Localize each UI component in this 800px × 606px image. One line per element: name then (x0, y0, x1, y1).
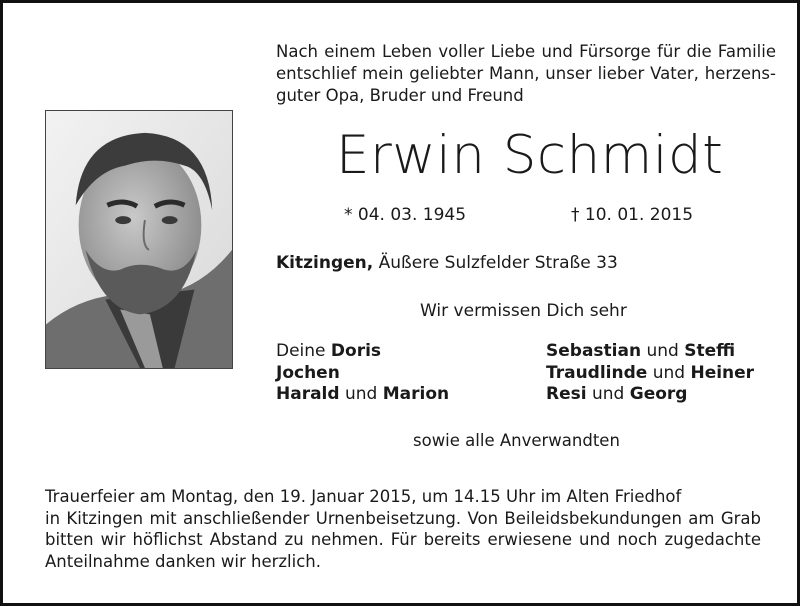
family-entry: Jochen (276, 362, 340, 383)
deceased-name: Erwin Schmidt (336, 125, 724, 186)
service-line: in Kitzingen mit anschließender Urnenbeisetzung. Von Beileidsbekundungen am Grab (45, 508, 761, 528)
address-street: Äußere Sulzfelder Straße 33 (373, 253, 618, 273)
death-date: † 10. 01. 2015 (571, 205, 694, 225)
intro-line: guter Opa, Bruder und Freund (276, 86, 524, 105)
family-right-column (546, 341, 754, 406)
family-entry: Traudlinde und Heiner (546, 362, 755, 383)
miss-line: Wir vermissen Dich sehr (420, 301, 627, 321)
family-entry: Deine Doris (276, 341, 382, 361)
service-line: Anteilnahme danken wir herzlich. (45, 551, 321, 571)
family-entry: Harald und Marion (276, 384, 450, 404)
service-text (45, 486, 761, 572)
portrait-image (46, 111, 232, 368)
service-line: bitten wir höflichst Abstand zu nehmen. Für bereits erwiesene und noch zugedachte (45, 530, 761, 549)
service-line: Trauerfeier am Montag, den 19. Januar 2015, um 14.15 Uhr im Alten Friedhof (45, 487, 682, 506)
family-entry: Sebastian und Steffi (546, 341, 736, 361)
relatives-line: sowie alle Anverwandten (413, 431, 620, 450)
intro-line: Nach einem Leben voller Liebe und Fürsorge für die Familie (276, 42, 776, 61)
family-left-column (276, 341, 449, 406)
address-city: Kitzingen, (276, 253, 374, 273)
intro-text (276, 41, 776, 107)
birth-date: * 04. 03. 1945 (344, 205, 467, 225)
family-entry: Resi und Georg (546, 384, 688, 404)
intro-line: entschlief mein geliebter Mann, unser lieber Vater, herzens- (276, 64, 776, 83)
address (276, 253, 618, 273)
portrait-photo (45, 110, 233, 369)
